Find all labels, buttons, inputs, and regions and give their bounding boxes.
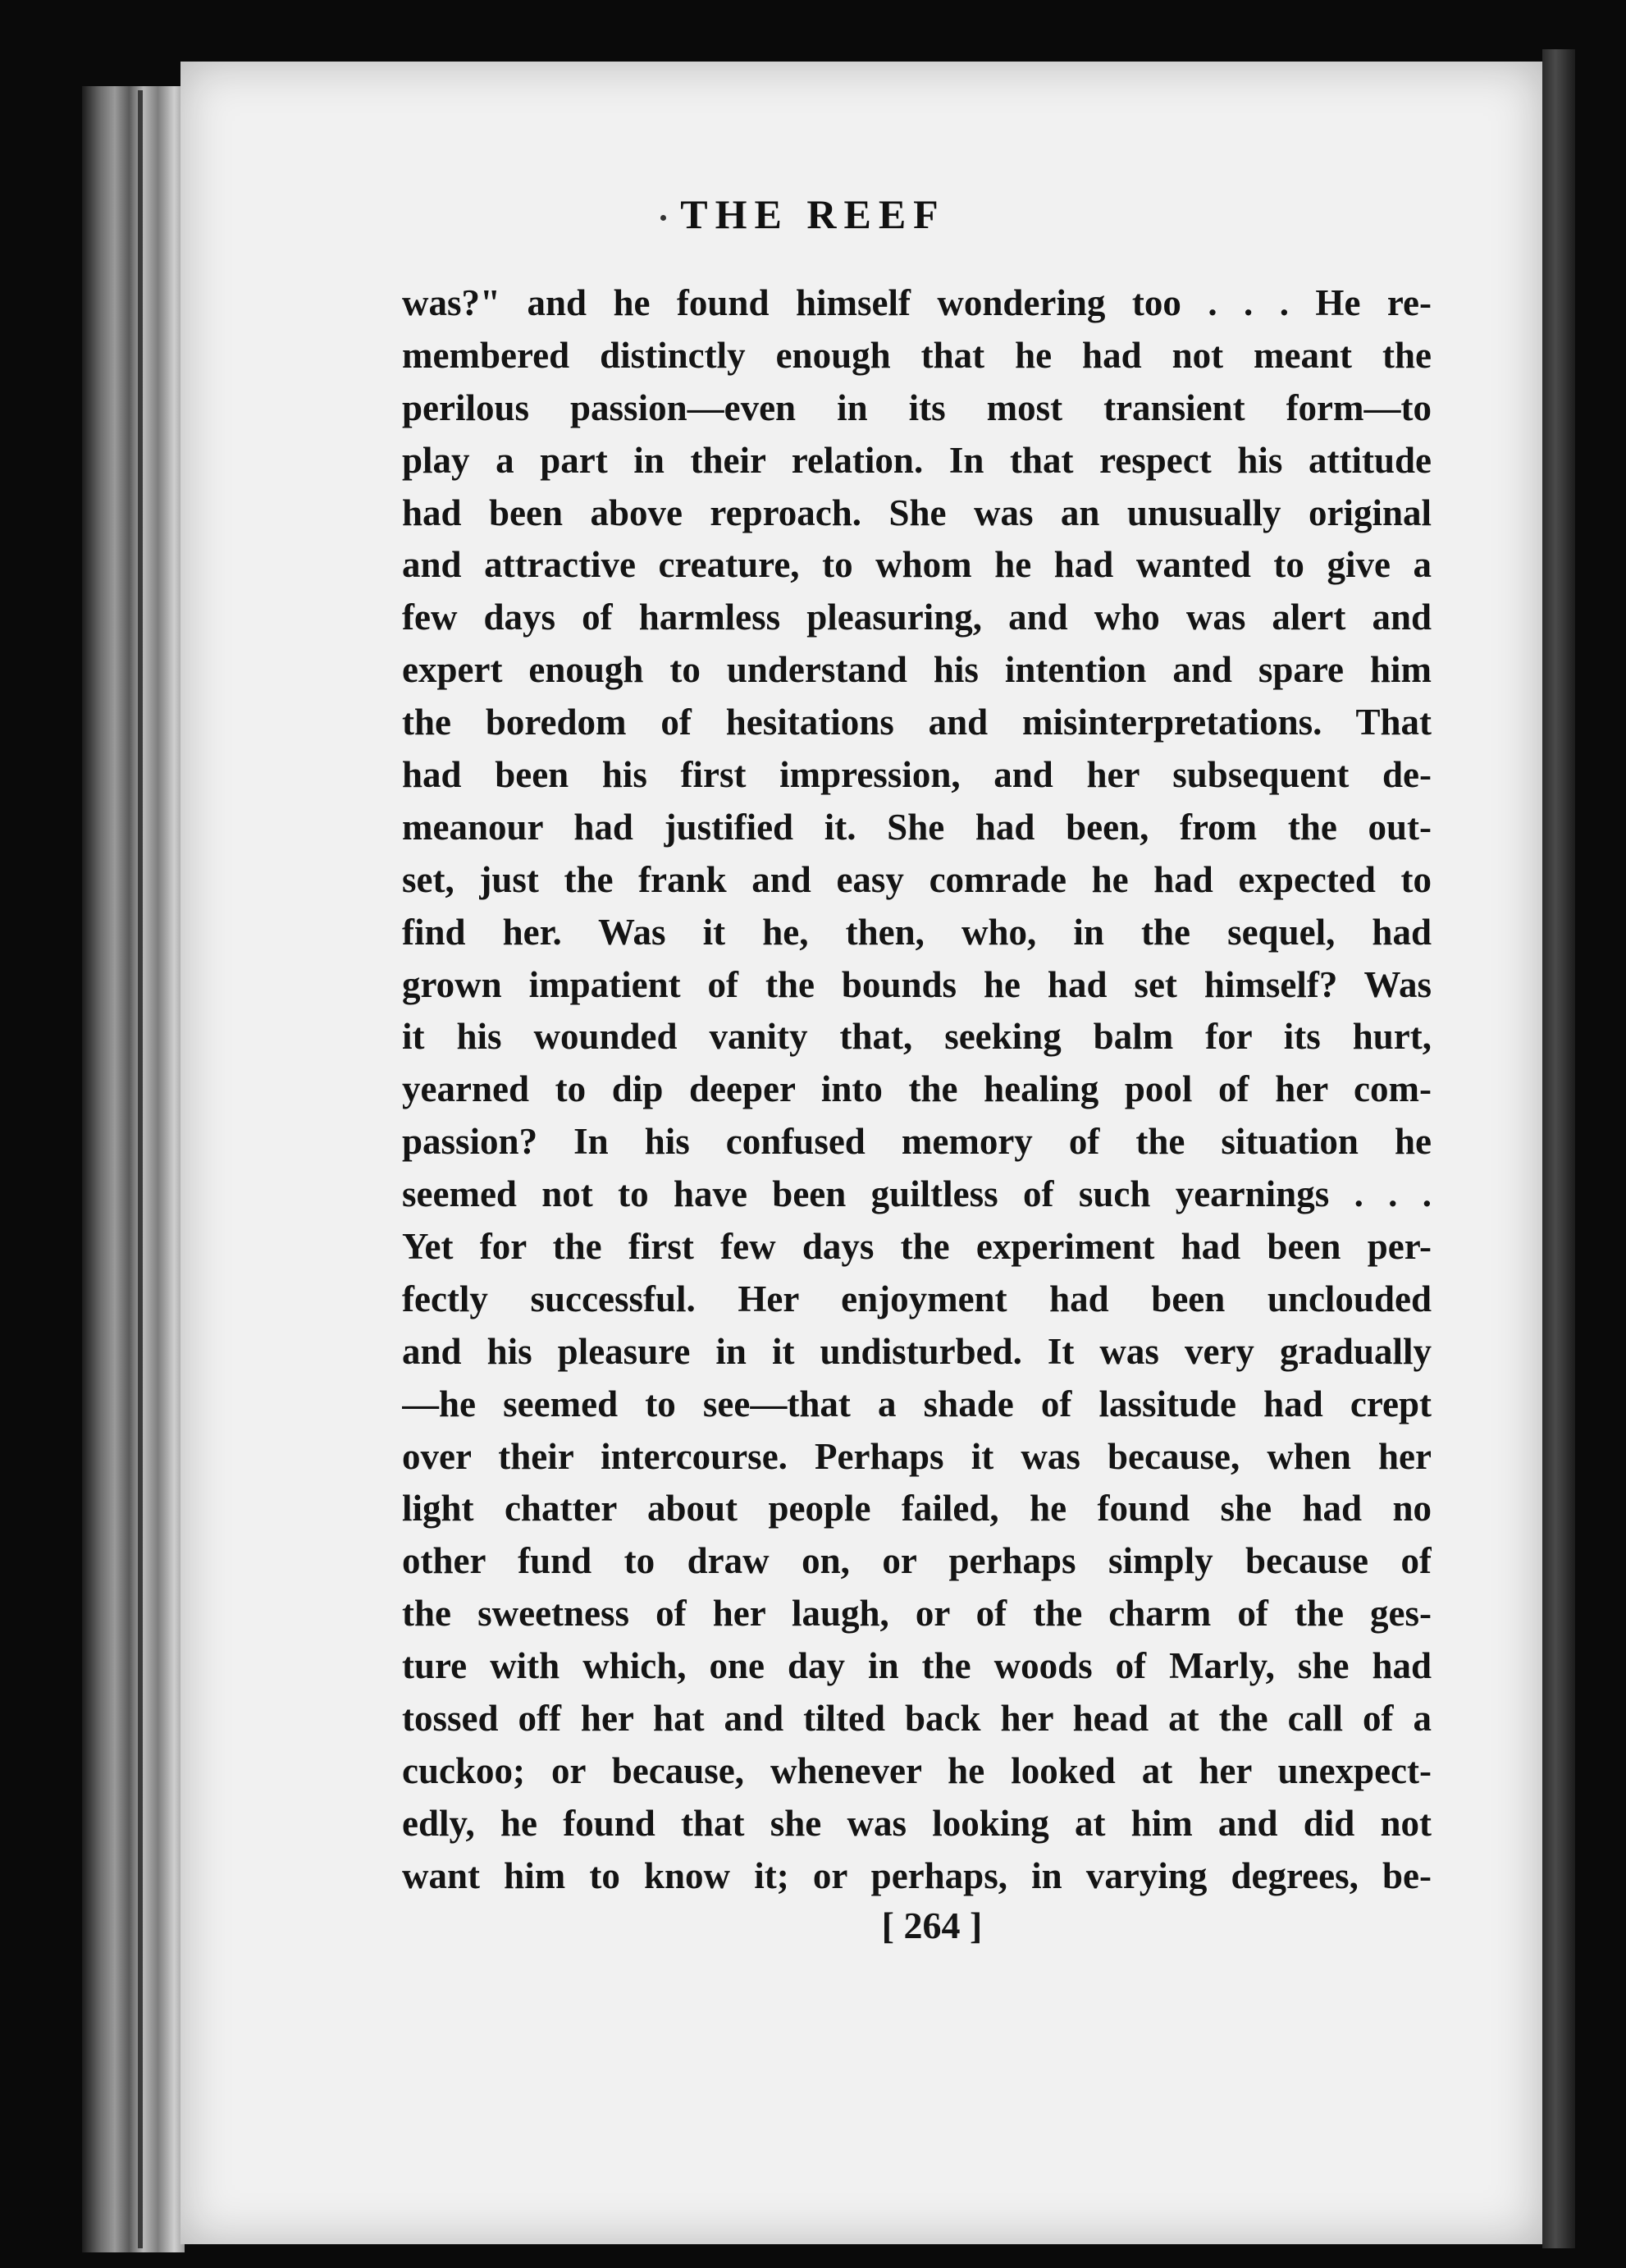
text-line: expert enough to understand his intention and spare him <box>402 649 1432 691</box>
text-line: it his wounded vanity that, seeking balm for its hurt, <box>402 1016 1432 1058</box>
text-line: Yet for the first few days the experiment had been per- <box>402 1226 1432 1268</box>
text-line: over their intercourse. Perhaps it was because, when her <box>402 1435 1432 1477</box>
text-line: perilous passion—even in its most transient form—to <box>402 386 1432 428</box>
text-line: cuckoo; or because, whenever he looked at her unexpect- <box>402 1749 1432 1791</box>
text-line: membered distinctly enough that he had not meant the <box>402 334 1432 376</box>
text-line: grown impatient of the bounds he had set himself? Was <box>402 963 1432 1005</box>
text-line: meanour had justified it. She had been, from the out- <box>402 806 1432 848</box>
body-text <box>402 277 1432 1903</box>
text-line: light chatter about people failed, he found she had no <box>402 1488 1432 1530</box>
text-line: had been his first impression, and her subsequent de- <box>402 754 1432 796</box>
text-line: seemed not to have been guiltless of such yearnings . . . <box>402 1173 1432 1215</box>
text-line: edly, he found that she was looking at him and did not <box>402 1802 1432 1844</box>
text-line: ture with which, one day in the woods of Marly, she had <box>402 1645 1432 1687</box>
text-line: was?" and he found himself wondering too . . . He re- <box>402 282 1432 323</box>
text-line: fectly successful. Her enjoyment had been unclouded <box>402 1278 1432 1319</box>
text-line: few days of harmless pleasuring, and who was alert and <box>402 597 1432 638</box>
text-line: want him to know it; or perhaps, in varying degrees, be- <box>402 1854 1432 1896</box>
running-head: THE REEF <box>680 191 946 237</box>
text-line: the sweetness of her laugh, or of the charm of the ges- <box>402 1593 1432 1635</box>
text-line: yearned to dip deeper into the healing pool of her com- <box>402 1068 1432 1110</box>
text-line: and attractive creature, to whom he had wanted to give a <box>402 544 1432 586</box>
text-line: tossed off her hat and tilted back her head at the call of a <box>402 1698 1432 1740</box>
text-line: and his pleasure in it undisturbed. It was very gradually <box>402 1330 1432 1372</box>
text-line: play a part in their relation. In that respect his attitude <box>402 439 1432 481</box>
text-line: had been above reproach. She was an unusually original <box>402 492 1432 533</box>
text-line: the boredom of hesitations and misinterpretations. That <box>402 702 1432 743</box>
text-line: find her. Was it he, then, who, in the sequel, had <box>402 911 1432 953</box>
text-line: other fund to draw on, or perhaps simply because of <box>402 1540 1432 1582</box>
text-line: passion? In his confused memory of the situation he <box>402 1121 1432 1163</box>
page-number: [ 264 ] <box>881 1904 983 1946</box>
text-line: —he seemed to see—that a shade of lassitude had crept <box>402 1383 1432 1424</box>
text-line: set, just the frank and easy comrade he had expected to <box>402 858 1432 900</box>
